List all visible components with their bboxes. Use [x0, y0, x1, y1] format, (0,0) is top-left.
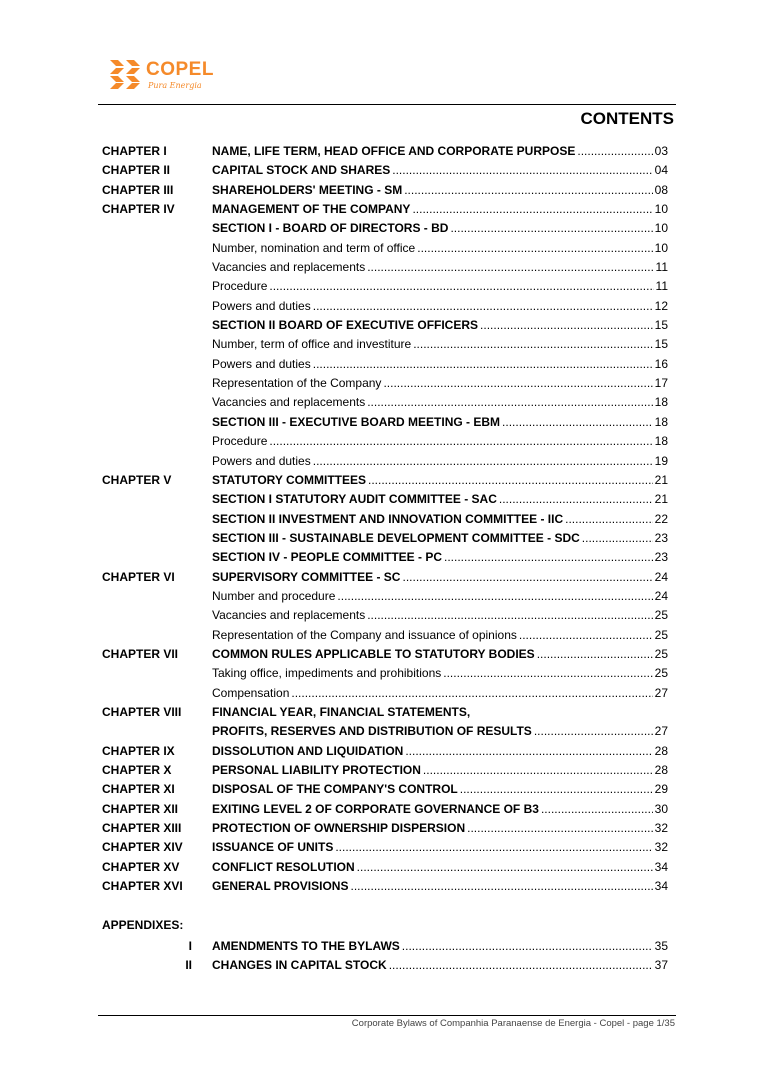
- toc-leader-dots: [389, 956, 653, 975]
- toc-leader-dots: [502, 413, 653, 432]
- toc-entry[interactable]: [212, 432, 668, 451]
- toc-entry[interactable]: [212, 568, 668, 587]
- toc-page-number: 04: [654, 163, 668, 178]
- toc-entry[interactable]: [212, 258, 668, 277]
- toc-row: [102, 510, 668, 529]
- toc-chapter-label: CHAPTER XV: [102, 859, 180, 874]
- toc-page-number: 23: [654, 550, 668, 565]
- toc-row: [102, 568, 668, 587]
- toc-entry[interactable]: [212, 316, 668, 335]
- toc-leader-dots: [541, 800, 653, 819]
- toc-leader-dots: [392, 161, 652, 180]
- toc-page-number: 24: [654, 588, 668, 603]
- toc-page-number: 19: [654, 453, 668, 468]
- toc-entry-title: DISPOSAL OF THE COMPANY'S CONTROL: [212, 782, 458, 797]
- toc-chapter-label: CHAPTER XIV: [102, 840, 183, 855]
- toc-page-number: 27: [654, 724, 668, 739]
- toc-entry[interactable]: [212, 703, 668, 722]
- toc-leader-dots: [404, 181, 652, 200]
- toc-row: [102, 606, 668, 625]
- toc-page-number: 25: [654, 666, 668, 681]
- toc-row: [102, 838, 668, 857]
- toc-entry[interactable]: [212, 858, 668, 877]
- toc-row: [102, 258, 668, 277]
- toc-row: [102, 626, 668, 645]
- toc-leader-dots: [443, 664, 652, 683]
- toc-leader-dots: [357, 858, 653, 877]
- toc-entry[interactable]: [212, 277, 668, 296]
- toc-leader-dots: [582, 529, 653, 548]
- toc-leader-dots: [313, 452, 653, 471]
- toc-entry-title: SECTION IV - PEOPLE COMMITTEE - PC: [212, 550, 443, 565]
- toc-leader-dots: [350, 877, 652, 896]
- toc-entry[interactable]: [212, 452, 668, 471]
- toc-entry-title: Vacancies and replacements: [212, 395, 366, 410]
- appendix-page-number: 35: [654, 939, 668, 953]
- appendix-entry[interactable]: [212, 956, 668, 975]
- copel-logo-icon: [108, 56, 142, 90]
- toc-leader-dots: [368, 471, 653, 490]
- toc-entry-title: FINANCIAL YEAR, FINANCIAL STATEMENTS,: [212, 704, 471, 719]
- toc-page-number: 10: [654, 202, 668, 217]
- toc-row: [102, 800, 668, 819]
- toc-page-number: 32: [654, 840, 668, 855]
- toc-row: [102, 355, 668, 374]
- toc-entry-title: SECTION III - EXECUTIVE BOARD MEETING - EBM: [212, 414, 501, 429]
- appendix-row: [102, 937, 668, 956]
- toc-row: [102, 277, 668, 296]
- appendix-number: II: [185, 958, 192, 972]
- toc-leader-dots: [534, 722, 653, 741]
- toc-entry-title: Representation of the Company and issuance of opinions: [212, 627, 517, 642]
- toc-entry-title: CAPITAL STOCK AND SHARES: [212, 163, 391, 178]
- toc-entry[interactable]: [212, 142, 668, 161]
- toc-entry[interactable]: [212, 529, 668, 548]
- toc-entry[interactable]: [212, 838, 668, 857]
- toc-row: [102, 297, 668, 316]
- toc-entry-title: DISSOLUTION AND LIQUIDATION: [212, 743, 404, 758]
- toc-chapter-label: CHAPTER XI: [102, 782, 175, 797]
- toc-row: [102, 722, 668, 741]
- toc-entry[interactable]: [212, 664, 668, 683]
- appendix-entry[interactable]: [212, 937, 668, 956]
- page-footer: Corporate Bylaws of Companhia Paranaense de Energia - Copel - page 1/35: [351, 1018, 675, 1029]
- appendixes-heading: APPENDIXES:: [102, 918, 184, 932]
- toc-row: [102, 877, 668, 896]
- footer-rule: [98, 1015, 676, 1016]
- toc-chapter-label: CHAPTER IX: [102, 743, 175, 758]
- toc-entry-title: CONFLICT RESOLUTION: [212, 859, 355, 874]
- toc-row: [102, 858, 668, 877]
- page-title: CONTENTS: [580, 109, 674, 128]
- toc-entry[interactable]: [212, 645, 668, 664]
- toc-entry[interactable]: [212, 626, 668, 645]
- toc-page-number: 17: [654, 376, 668, 391]
- toc-row: [102, 780, 668, 799]
- toc-leader-dots: [417, 239, 652, 258]
- toc-page-number: 10: [654, 240, 668, 255]
- toc-entry-title: SECTION I STATUTORY AUDIT COMMITTEE - SAC: [212, 492, 497, 507]
- toc-entry-title: Number and procedure: [212, 588, 336, 603]
- toc-entry[interactable]: [212, 800, 668, 819]
- toc-entry[interactable]: [212, 722, 668, 741]
- toc-entry[interactable]: [212, 742, 668, 761]
- toc-page-number: 18: [654, 395, 668, 410]
- toc-page-number: 25: [654, 608, 668, 623]
- toc-row: [102, 548, 668, 567]
- toc-page-number: 15: [654, 337, 668, 352]
- toc-chapter-label: CHAPTER I: [102, 144, 167, 158]
- toc-row: [102, 316, 668, 335]
- toc-entry[interactable]: [212, 490, 668, 509]
- appendix-row: [102, 956, 668, 975]
- toc-leader-dots: [367, 606, 652, 625]
- toc-entry[interactable]: [212, 297, 668, 316]
- toc-entry[interactable]: [212, 780, 668, 799]
- toc-leader-dots: [291, 684, 652, 703]
- toc-row: [102, 219, 668, 238]
- toc-entry[interactable]: [212, 161, 668, 180]
- toc-page-number: 21: [654, 472, 668, 487]
- toc-row: [102, 432, 668, 451]
- toc-entry-title: EXITING LEVEL 2 OF CORPORATE GOVERNANCE OF B3: [212, 801, 539, 816]
- toc-row: [102, 181, 668, 200]
- appendix-number: I: [188, 939, 192, 953]
- toc-entry-title: Procedure: [212, 279, 268, 294]
- toc-entry[interactable]: [212, 181, 668, 200]
- toc-chapter-label: CHAPTER V: [102, 472, 172, 487]
- toc-page-number: 22: [654, 511, 668, 526]
- toc-page-number: 34: [654, 879, 668, 894]
- toc-row: [102, 819, 668, 838]
- toc-entry[interactable]: [212, 761, 668, 780]
- toc-leader-dots: [467, 819, 653, 838]
- toc-chapter-label: CHAPTER IV: [102, 202, 175, 217]
- toc-entry-title: Taking office, impediments and prohibitions: [212, 666, 442, 681]
- toc-entry-title: Procedure: [212, 434, 268, 449]
- toc-chapter-label: CHAPTER XIII: [102, 821, 182, 836]
- toc-page-number: 15: [654, 318, 668, 333]
- toc-entry[interactable]: [212, 587, 668, 606]
- toc-leader-dots: [269, 432, 652, 451]
- toc-entry[interactable]: [212, 393, 668, 412]
- toc-entry[interactable]: [212, 413, 668, 432]
- toc-chapter-label: CHAPTER VIII: [102, 704, 182, 719]
- toc-chapter-label: CHAPTER X: [102, 763, 172, 777]
- toc-entry[interactable]: [212, 471, 668, 490]
- toc-page-number: 29: [654, 782, 668, 797]
- toc-entry[interactable]: [212, 374, 668, 393]
- toc-entry-title: STATUTORY COMMITTEES: [212, 472, 367, 487]
- toc-page-number: 32: [654, 821, 668, 836]
- toc-entry-title: Number, nomination and term of office: [212, 240, 416, 255]
- logo-text: COPEL: [146, 59, 214, 80]
- toc-page-number: 03: [654, 144, 668, 158]
- toc-row: [102, 761, 668, 780]
- toc-row: [102, 703, 668, 722]
- toc-entry-title: Powers and duties: [212, 356, 311, 371]
- toc-page-number: 10: [654, 221, 668, 236]
- toc-entry[interactable]: [212, 548, 668, 567]
- header-rule: [98, 104, 676, 105]
- toc-leader-dots: [269, 277, 653, 296]
- toc-page-number: 23: [654, 530, 668, 545]
- toc-entry[interactable]: [212, 335, 668, 354]
- toc-entry[interactable]: [212, 200, 668, 219]
- toc-entry[interactable]: [212, 606, 668, 625]
- toc-chapter-label: CHAPTER VII: [102, 646, 179, 661]
- toc-entry-title: SECTION II BOARD OF EXECUTIVE OFFICERS: [212, 318, 479, 333]
- toc-chapter-label: CHAPTER VI: [102, 569, 175, 584]
- toc-leader-dots: [402, 568, 652, 587]
- appendix-title: AMENDMENTS TO THE BYLAWS: [212, 939, 400, 953]
- toc-row: [102, 142, 668, 161]
- toc-leader-dots: [450, 219, 652, 238]
- toc-row: [102, 529, 668, 548]
- toc-entry-title: Vacancies and replacements: [212, 260, 366, 275]
- toc-row: [102, 645, 668, 664]
- toc-leader-dots: [337, 587, 652, 606]
- toc-row: [102, 490, 668, 509]
- toc-page-number: 12: [654, 298, 668, 313]
- toc-row: [102, 587, 668, 606]
- toc-leader-dots: [413, 335, 652, 354]
- toc-entry-title: COMMON RULES APPLICABLE TO STATUTORY BODIES: [212, 646, 535, 661]
- toc-entry-title: SHAREHOLDERS' MEETING - SM: [212, 182, 403, 197]
- toc-page-number: 16: [654, 356, 668, 371]
- toc-leader-dots: [313, 297, 653, 316]
- toc-leader-dots: [367, 258, 653, 277]
- toc-entry[interactable]: [212, 219, 668, 238]
- toc-page-number: 25: [654, 646, 668, 661]
- toc-page-number: 18: [654, 434, 668, 449]
- toc-entry[interactable]: [212, 510, 668, 529]
- toc-leader-dots: [423, 761, 653, 780]
- toc-entry[interactable]: [212, 355, 668, 374]
- toc-entry-title: Powers and duties: [212, 453, 311, 468]
- toc-entry[interactable]: [212, 239, 668, 258]
- toc-entry-title: Compensation: [212, 685, 290, 700]
- toc-leader-dots: [577, 142, 652, 161]
- toc-leader-dots: [519, 626, 653, 645]
- toc-leader-dots: [383, 374, 652, 393]
- toc-row: [102, 664, 668, 683]
- toc-entry-title: PROFITS, RESERVES AND DISTRIBUTION OF RESULTS: [212, 724, 532, 739]
- toc-chapter-label: CHAPTER XII: [102, 801, 179, 816]
- toc-row: [102, 200, 668, 219]
- toc-entry-title: ISSUANCE OF UNITS: [212, 840, 334, 855]
- toc-entry-title: SECTION I - BOARD OF DIRECTORS - BD: [212, 221, 449, 236]
- toc-page-number: 11: [655, 260, 668, 275]
- toc-leader-dots: [499, 490, 653, 509]
- toc-row: [102, 742, 668, 761]
- toc-page-number: 11: [655, 279, 668, 294]
- toc-entry[interactable]: [212, 819, 668, 838]
- toc-page-number: 25: [654, 627, 668, 642]
- toc-page-number: 24: [654, 569, 668, 584]
- toc-row: [102, 239, 668, 258]
- toc-page-number: 28: [654, 763, 668, 777]
- toc-page-number: 27: [654, 685, 668, 700]
- toc-leader-dots: [460, 780, 653, 799]
- toc-page-number: 34: [654, 859, 668, 874]
- toc-entry-title: NAME, LIFE TERM, HEAD OFFICE AND CORPORATE PURPOSE: [212, 144, 576, 158]
- toc-entry[interactable]: [212, 684, 668, 703]
- appendix-page-number: 37: [654, 958, 668, 972]
- logo-tagline: Pura Energia: [148, 81, 202, 90]
- toc-row: [102, 452, 668, 471]
- toc-leader-dots: [405, 742, 652, 761]
- toc-row: [102, 684, 668, 703]
- toc-leader-dots: [313, 355, 653, 374]
- toc-leader-dots: [565, 510, 653, 529]
- toc-entry-title: Powers and duties: [212, 298, 311, 313]
- toc-page-number: 28: [654, 743, 668, 758]
- toc-page-number: 08: [654, 182, 668, 197]
- company-logo: [108, 54, 248, 94]
- toc-leader-dots: [480, 316, 653, 335]
- toc-entry-title: SECTION II INVESTMENT AND INNOVATION COMMITTEE - IIC: [212, 511, 564, 526]
- toc-chapter-label: CHAPTER II: [102, 163, 171, 178]
- toc-entry-title: Representation of the Company: [212, 376, 382, 391]
- toc-row: [102, 471, 668, 490]
- toc-entry-title: Number, term of office and investiture: [212, 337, 412, 352]
- table-of-contents: [102, 142, 668, 896]
- toc-chapter-label: CHAPTER XVI: [102, 879, 183, 894]
- toc-entry-title: PERSONAL LIABILITY PROTECTION: [212, 763, 421, 777]
- toc-entry-title: GENERAL PROVISIONS: [212, 879, 349, 894]
- toc-entry-title: Vacancies and replacements: [212, 608, 366, 623]
- toc-leader-dots: [335, 838, 652, 857]
- toc-row: [102, 393, 668, 412]
- toc-leader-dots: [367, 393, 652, 412]
- toc-entry-title: MANAGEMENT OF THE COMPANY: [212, 202, 411, 217]
- toc-row: [102, 413, 668, 432]
- toc-row: [102, 335, 668, 354]
- toc-leader-dots: [402, 937, 653, 956]
- toc-page-number: 30: [654, 801, 668, 816]
- toc-leader-dots: [537, 645, 653, 664]
- toc-page-number: 21: [654, 492, 668, 507]
- toc-leader-dots: [412, 200, 652, 219]
- toc-row: [102, 161, 668, 180]
- toc-chapter-label: CHAPTER III: [102, 182, 174, 197]
- toc-row: [102, 374, 668, 393]
- toc-entry-title: SECTION III - SUSTAINABLE DEVELOPMENT COMMITTEE - SDC: [212, 530, 580, 545]
- toc-leader-dots: [444, 548, 653, 567]
- toc-entry-title: SUPERVISORY COMMITTEE - SC: [212, 569, 401, 584]
- toc-entry-title: PROTECTION OF OWNERSHIP DISPERSION: [212, 821, 466, 836]
- toc-entry[interactable]: [212, 877, 668, 896]
- toc-page-number: 18: [654, 414, 668, 429]
- appendix-title: CHANGES IN CAPITAL STOCK: [212, 958, 387, 972]
